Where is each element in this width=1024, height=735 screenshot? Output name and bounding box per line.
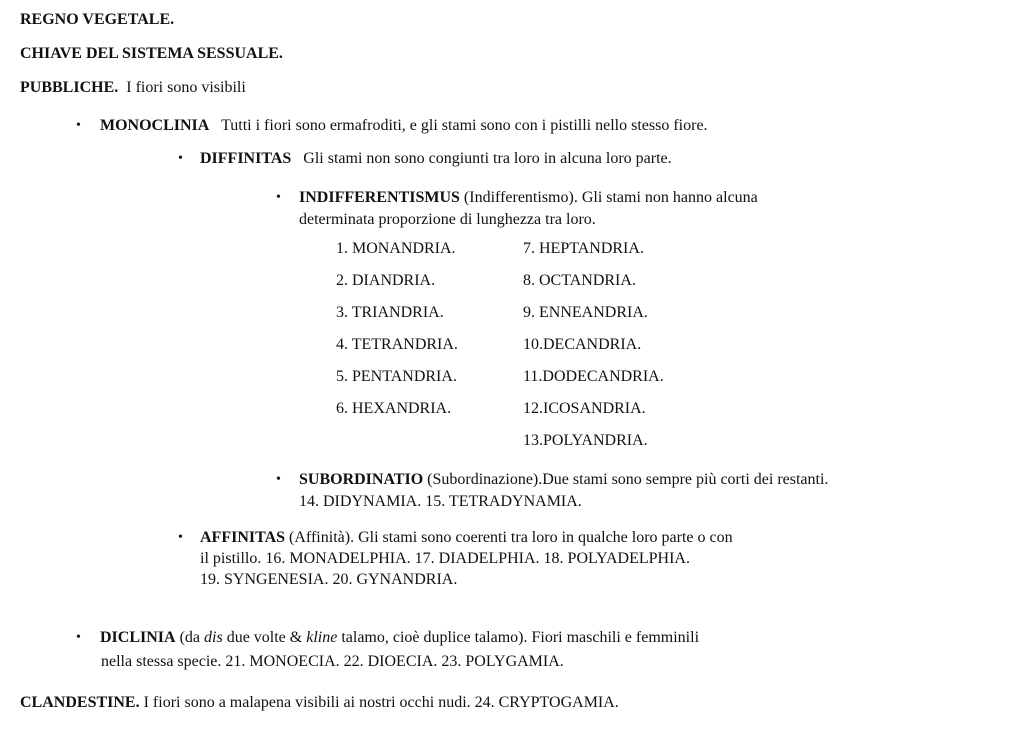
class-item: 10.DECANDRIA. <box>523 336 642 353</box>
affinitas-line-1 <box>200 528 733 548</box>
indifferentismus-term: INDIFFERENTISMUS <box>299 189 460 206</box>
kingdom-title: REGNO VEGETALE. <box>20 11 175 28</box>
class-item: 8. OCTANDRIA. <box>523 272 636 289</box>
affinitas-line-3: 19. SYNGENESIA. 20. GYNANDRIA. <box>200 571 458 588</box>
class-item: 7. HEPTANDRIA. <box>523 240 644 257</box>
diclinia-text-c: talamo, cioè duplice talamo). Fiori maschili e femminili <box>337 629 700 646</box>
class-item: 12.ICOSANDRIA. <box>523 400 646 417</box>
class-item: 4. TETRANDRIA. <box>336 336 458 353</box>
class-item: 5. PENTANDRIA. <box>336 368 457 385</box>
clandestine-text: I fiori sono a malapena visibili ai nostri occhi nudi. 24. CRYPTOGAMIA. <box>143 694 619 711</box>
class-item: 3. TRIANDRIA. <box>336 304 444 321</box>
key-title: CHIAVE DEL SISTEMA SESSUALE. <box>20 45 283 62</box>
diclinia-bullet: • <box>76 630 81 645</box>
diclinia-text-b: due volte & <box>222 629 307 646</box>
class-item: 6. HEXANDRIA. <box>336 400 452 417</box>
class-item: 2. DIANDRIA. <box>336 272 436 289</box>
diclinia-line-2: nella stessa specie. 21. MONOECIA. 22. DIOECIA. 23. POLYGAMIA. <box>101 653 564 670</box>
subordinatio-text-1: (Subordinazione).Due stami sono sempre più corti dei restanti. <box>427 471 829 488</box>
subordinatio-bullet: • <box>276 472 281 487</box>
diffinitas-bullet: • <box>178 151 183 166</box>
indifferentismus-line-2: determinata proporzione di lunghezza tra loro. <box>299 211 596 228</box>
clandestine-term: CLANDESTINE. <box>20 694 140 711</box>
monoclinia-term: MONOCLINIA <box>100 117 210 134</box>
class-item: 11.DODECANDRIA. <box>523 368 664 385</box>
diffinitas-term: DIFFINITAS <box>200 150 292 167</box>
publicae-text: I fiori sono visibili <box>126 79 246 96</box>
class-item: 9. ENNEANDRIA. <box>523 304 648 321</box>
publicae-line <box>20 78 246 98</box>
class-item: 13.POLYANDRIA. <box>523 432 648 449</box>
diffinitas-line <box>200 149 672 169</box>
diclinia-em-dis: dis <box>204 629 223 646</box>
affinitas-text-1: (Affinità). Gli stami sono coerenti tra loro in qualche loro parte o con <box>289 529 733 546</box>
monoclinia-bullet: • <box>76 118 81 133</box>
monoclinia-line <box>100 116 708 136</box>
diclinia-em-kline: kline <box>306 629 338 646</box>
diclinia-text-a: (da <box>179 629 205 646</box>
indifferentismus-text-1: (Indifferentismo). Gli stami non hanno alcuna <box>463 189 758 206</box>
affinitas-term: AFFINITAS <box>200 529 286 546</box>
subordinatio-term: SUBORDINATIO <box>299 471 424 488</box>
publicae-term: PUBBLICHE. <box>20 79 119 96</box>
diclinia-line-1 <box>100 628 699 648</box>
indifferentismus-bullet: • <box>276 190 281 205</box>
affinitas-bullet: • <box>178 530 183 545</box>
diclinia-term: DICLINIA <box>100 629 176 646</box>
indifferentismus-line-1 <box>299 188 758 208</box>
class-item: 1. MONANDRIA. <box>336 240 456 257</box>
monoclinia-text: Tutti i fiori sono ermafroditi, e gli stami sono con i pistilli nello stesso fiore. <box>221 117 708 134</box>
affinitas-line-2: il pistillo. 16. MONADELPHIA. 17. DIADELPHIA. 18. POLYADELPHIA. <box>200 550 690 567</box>
diffinitas-text: Gli stami non sono congiunti tra loro in alcuna loro parte. <box>303 150 672 167</box>
subordinatio-line-2: 14. DIDYNAMIA. 15. TETRADYNAMIA. <box>299 493 582 510</box>
subordinatio-line-1 <box>299 470 828 490</box>
clandestine-line <box>20 693 619 713</box>
